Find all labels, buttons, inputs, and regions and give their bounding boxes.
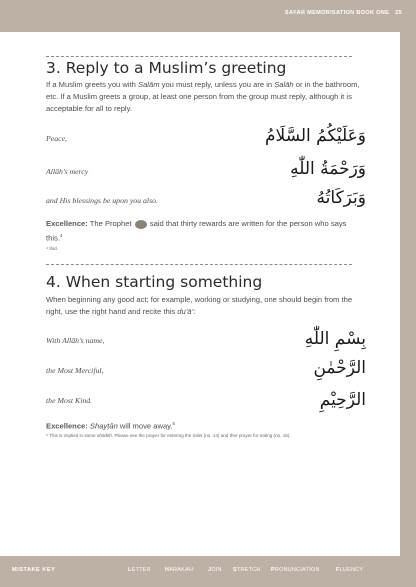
translation-line: With Allāh’s name, — [46, 336, 105, 345]
arabic-line: وَرَحْمَةُ اللّٰهِ — [290, 159, 366, 179]
header-bar — [0, 0, 416, 32]
footnote: ⁴ Ibid. — [46, 246, 58, 251]
section-divider — [46, 56, 352, 57]
translation-line: Peace, — [46, 134, 67, 143]
arabic-line: وَبَرَكَاتُهُ — [316, 188, 366, 208]
arabic-line: وَعَلَيْكُمُ السَّلَامُ — [265, 126, 366, 146]
excellence-note: Excellence: Shayṭān will move away.$^5$ — [46, 421, 176, 431]
translation-line: and His blessings be upon you also. — [46, 196, 158, 205]
section-heading: 4. When starting something — [46, 273, 263, 291]
section-intro: If a Muslim greets you with Salām you must reply, unless you are in Ṣalāh or in the bathroom, etc. If a Muslim greets a group, at least one person from the group must reply, although it is acceptable for all to reply. — [46, 80, 360, 114]
footnote: ⁵ This is implied in some aḥādīth. Please see the prayer for entering the toilet (no. 14) and ther prayer for eating (no. 16). — [46, 433, 291, 438]
section-heading: 3. Reply to a Muslim’s greeting — [46, 59, 287, 77]
arabic-line: الرَّحْمٰنِ — [313, 358, 366, 378]
key-stretch: STRETCH — [233, 567, 261, 573]
mistake-key-label: MISTAKE KEY — [12, 567, 56, 573]
excellence-note: Excellence: The Prophet said that thirty rewards are written for the person who says this.$^4$ — [46, 219, 347, 243]
section-intro: When beginning any good act; for example, working or studying, one should begin from the right, use the right hand and recite this du’ā’: — [46, 295, 353, 317]
translation-line: the Most Kind. — [46, 396, 93, 405]
arabic-line: بِسْمِ اللّٰهِ — [304, 329, 366, 349]
key-join: JOIN — [208, 567, 222, 573]
arabic-line: الرَّحِيْمِ — [319, 390, 366, 410]
footer-bar — [0, 556, 416, 587]
translation-line: the Most Merciful, — [46, 366, 104, 375]
key-harakah: HARAKAH — [165, 567, 194, 573]
salutation-seal-icon — [135, 220, 147, 229]
book-title: SAFAR MEMORISATION BOOK ONE — [284, 10, 390, 16]
key-pronunciation: PRONUNCIATION — [271, 567, 320, 573]
page-number: 25 — [395, 10, 402, 16]
key-letter: LETTER — [128, 567, 151, 573]
translation-line: Allāh’s mercy — [46, 167, 89, 176]
key-fluency: FLUENCY — [336, 567, 364, 573]
section-divider — [46, 264, 352, 265]
running-head — [285, 10, 402, 16]
